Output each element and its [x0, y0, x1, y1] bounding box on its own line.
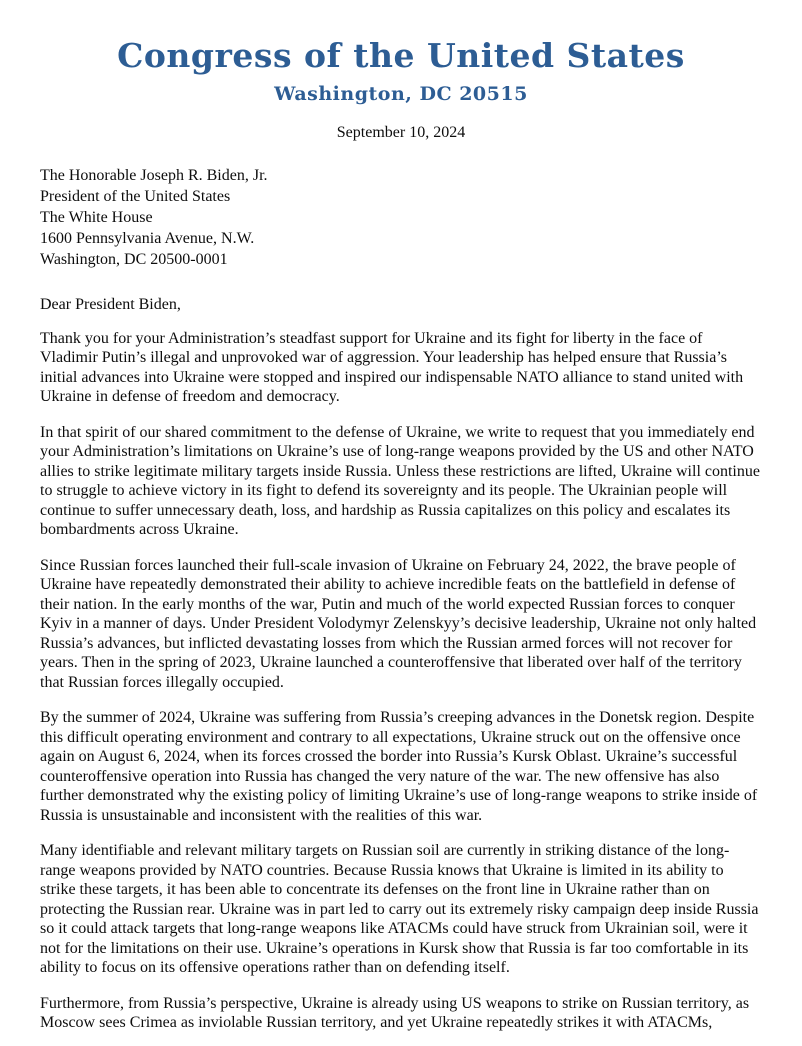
letter-date: September 10, 2024 — [336, 124, 466, 142]
paragraph-6: Furthermore, from Russia’s perspective, Ukraine is already using US weapons to strike on Russian territory, as Moscow sees Crimea as inviolable Russian territory, and yet Ukraine repeatedly strikes it with ATACMs, — [40, 994, 750, 1032]
paragraph-2: In that spirit of our shared commitment to the defense of Ukraine, we write to request that you immediately end your Administration’s limitations on Ukraine’s use of long-range weapons provided by the US and other NATO allies to strike legitimate military targets inside Russia. Unless these restrictions are lifted, Ukraine will continue to struggle to achieve victory in its fight to defend its sovereignty and its people. The Ukrainian people will continue to suffer unnecessary death, loss, and hardship as Russia capitalizes on this policy and escalates its bombardments across Ukraine. — [40, 423, 760, 539]
letterhead — [0, 0, 802, 105]
paragraph-3: Since Russian forces launched their full-scale invasion of Ukraine on February 24, 2022, the brave people of Ukraine have repeatedly demonstrated their ability to achieve incredible feats on the battlefield in defense of their nation. In the early months of the war, Putin and much of the world expected Russian forces to conquer Kyiv in a manner of days. Under President Volodymyr Zelenskyy’s decisive leadership, Ukraine not only halted Russia’s advances, but inflicted devastating losses from which the Russian armed forces will not recover for years. Then in the spring of 2023, Ukraine launched a counteroffensive that liberated over half of the territory that Russian forces illegally occupied. — [40, 556, 757, 691]
recipient-city: Washington, DC 20500-0001 — [40, 251, 228, 269]
letterhead-subtitle: Washington, DC 20515 — [274, 83, 528, 106]
recipient-title: President of the United States — [40, 188, 231, 206]
salutation: Dear President Biden, — [40, 296, 181, 314]
paragraph-5: Many identifiable and relevant military targets on Russian soil are currently in striking distance of the long-range weapons provided by NATO countries. Because Russia knows that Ukraine is limited in its ability to strike these targets, it has been able to concentrate its defenses on the front line in Ukraine rather than on protecting the Russian rear. Ukraine was in part led to carry out its extremely risky campaign deep inside Russia so it could attack targets that long-range weapons like ATACMs could have struck from Ukrainian soil, were it not for the limitations on their use. Ukraine’s operations in Kursk show that Russia is far too comfortable in its ability to focus on its offensive operations rather than on defending itself. — [40, 842, 759, 977]
letterhead-title: Congress of the United States — [117, 36, 685, 75]
recipient-address — [40, 165, 762, 270]
recipient-name: The Honorable Joseph R. Biden, Jr. — [40, 167, 268, 185]
recipient-building: The White House — [40, 209, 153, 227]
paragraph-1: Thank you for your Administration’s steadfast support for Ukraine and its fight for liberty in the face of Vladimir Putin’s illegal and unprovoked war of aggression. Your leadership has helped ensure that Russia’s initial advances into Ukraine were stopped and inspired our indispensable NATO alliance to stand united with Ukraine in defense of freedom and democracy. — [40, 329, 744, 406]
recipient-street: 1600 Pennsylvania Avenue, N.W. — [40, 230, 255, 248]
paragraph-4: By the summer of 2024, Ukraine was suffering from Russia’s creeping advances in the Donetsk region. Despite this difficult operating environment and contrary to all expectations, Ukraine struck out on the offensive once again on August 6, 2024, when its forces crossed the border into Russia’s Kursk Oblast. Ukraine’s successful counteroffensive operation into Russia has changed the very nature of the war. The new offensive has also further demonstrated why the existing policy of limiting Ukraine’s use of long-range weapons to strike inside of Russia is unsustainable and inconsistent with the realities of this war. — [40, 709, 758, 824]
letter-body — [40, 165, 762, 1033]
